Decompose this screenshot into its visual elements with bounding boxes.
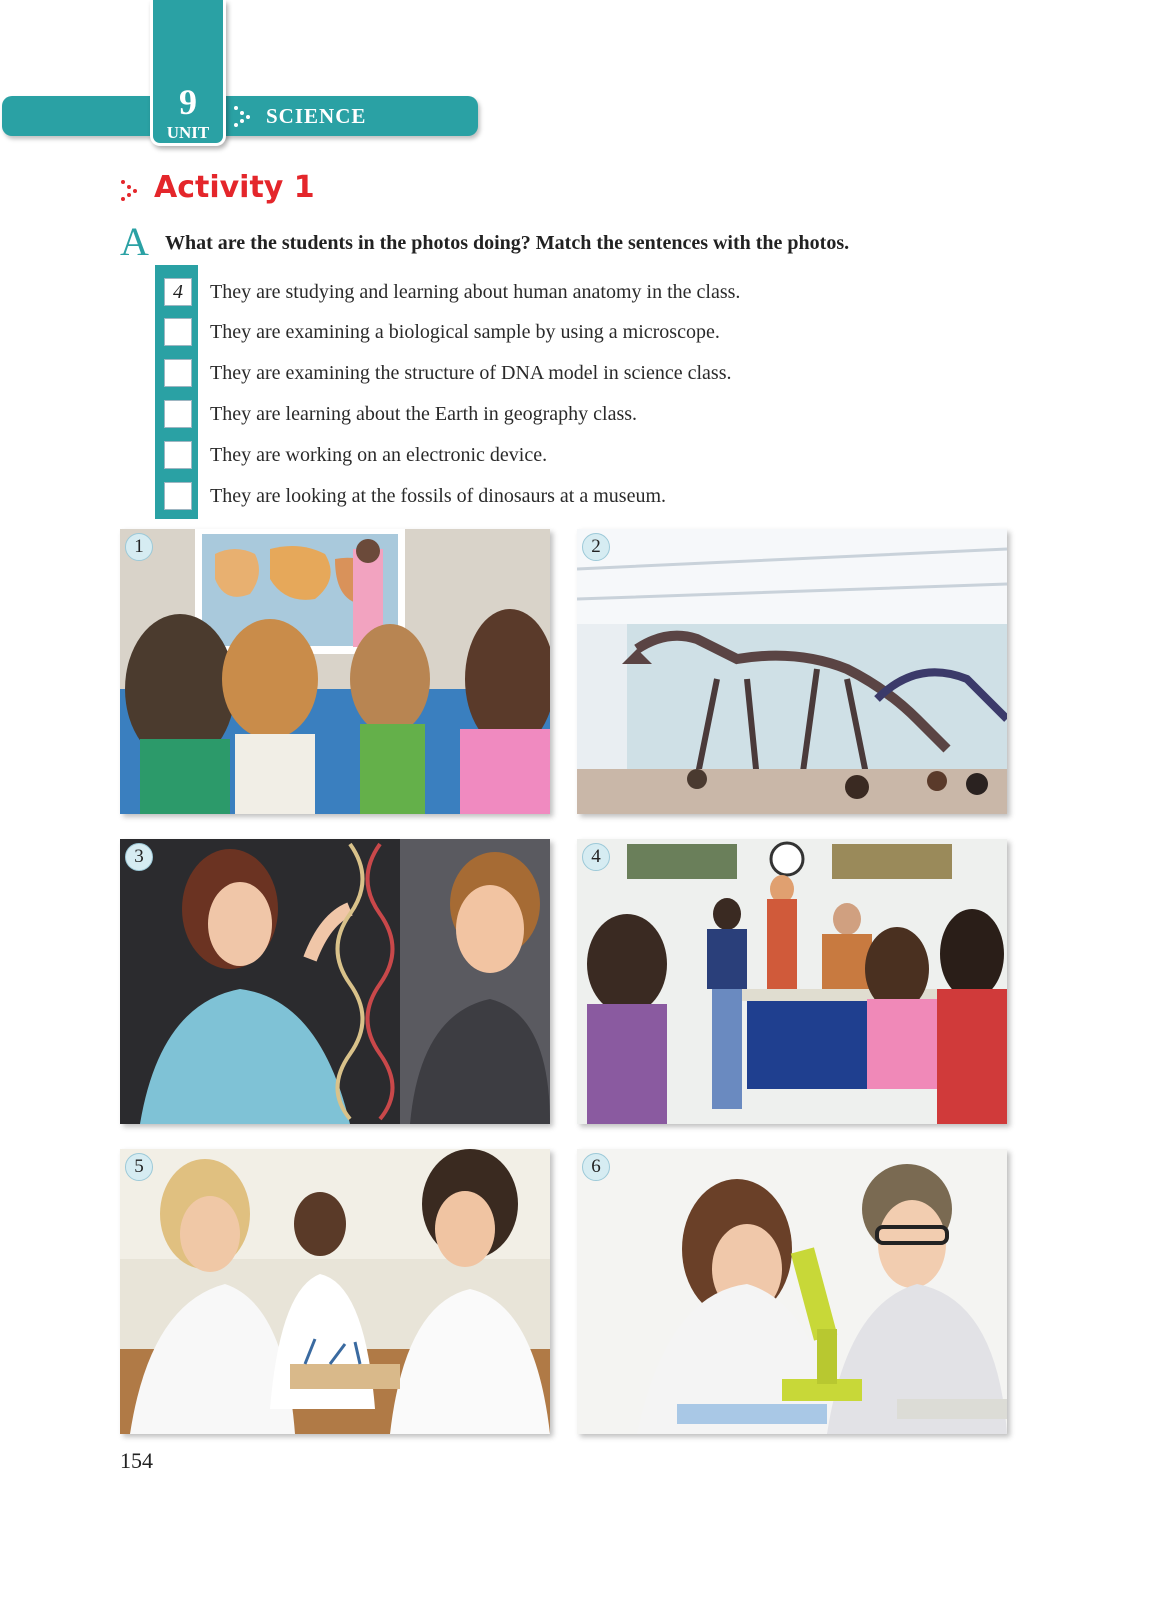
sentence-text: They are working on an electronic device. xyxy=(210,444,548,466)
unit-label: UNIT xyxy=(166,123,210,142)
microscope-photo-icon xyxy=(577,1149,1007,1434)
electronics-project-photo-icon xyxy=(120,1149,550,1434)
sentence-text: They are examining the structure of DNA model in science class. xyxy=(210,362,732,384)
unit-number: 9 xyxy=(179,82,197,122)
photo-number: 3 xyxy=(125,843,153,871)
photo-4 xyxy=(577,839,1007,1124)
activity-title: Activity 1 xyxy=(154,170,315,205)
dinosaur-museum-photo-icon xyxy=(577,529,1007,814)
sentence-text: They are examining a biological sample by using a microscope. xyxy=(210,321,720,343)
photo-number: 5 xyxy=(125,1153,153,1181)
sentence-text: They are looking at the fossils of dinosaurs at a museum. xyxy=(210,485,667,507)
list-item xyxy=(0,482,1000,518)
sentence-text: They are studying and learning about human anatomy in the class. xyxy=(210,281,741,303)
geography-class-photo-icon xyxy=(120,529,550,814)
list-item xyxy=(0,441,1000,477)
list-item xyxy=(0,400,1000,436)
photo-1 xyxy=(120,529,550,814)
answer-box[interactable]: 4 xyxy=(164,278,192,306)
photo-number: 2 xyxy=(582,533,610,561)
unit-tab xyxy=(150,0,226,146)
answer-box[interactable] xyxy=(164,318,192,346)
photo-number: 6 xyxy=(582,1153,610,1181)
question-instruction: What are the students in the photos doing? Match the sentences with the photos. xyxy=(165,232,850,254)
list-item xyxy=(0,278,1000,314)
answer-box[interactable] xyxy=(164,482,192,510)
sentence-text: They are learning about the Earth in geography class. xyxy=(210,403,638,425)
list-item xyxy=(0,318,1000,354)
header-dots-icon xyxy=(234,106,250,126)
activity-dots-icon xyxy=(121,180,137,200)
photo-6 xyxy=(577,1149,1007,1434)
photo-3 xyxy=(120,839,550,1124)
photo-number: 4 xyxy=(582,843,610,871)
dna-model-photo-icon xyxy=(120,839,550,1124)
photo-2 xyxy=(577,529,1007,814)
answer-box[interactable] xyxy=(164,441,192,469)
answer-box[interactable] xyxy=(164,400,192,428)
list-item xyxy=(0,359,1000,395)
photo-5 xyxy=(120,1149,550,1434)
answer-box[interactable] xyxy=(164,359,192,387)
photo-number: 1 xyxy=(125,533,153,561)
anatomy-class-photo-icon xyxy=(577,839,1007,1124)
section-title: SCIENCE xyxy=(266,104,367,128)
question-letter: A xyxy=(120,219,149,264)
page-number: 154 xyxy=(120,1448,153,1473)
